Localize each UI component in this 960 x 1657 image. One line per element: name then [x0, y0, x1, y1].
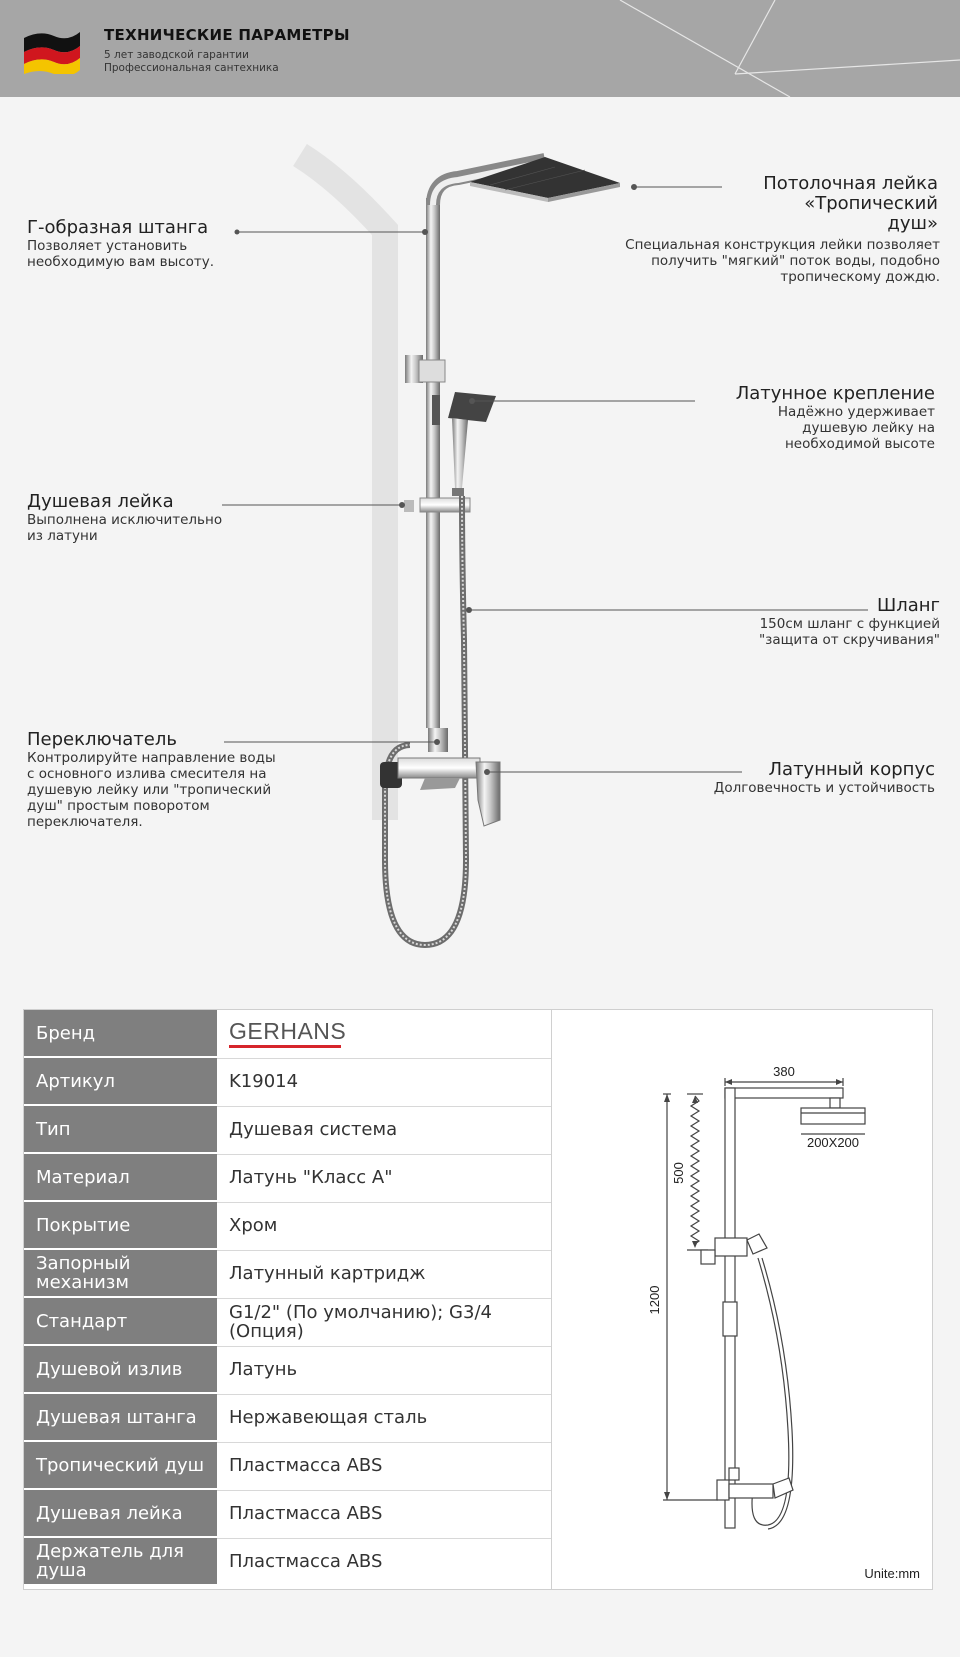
table-row — [24, 1490, 552, 1539]
callout-desc: Долговечность и устойчивость — [713, 780, 935, 796]
dim-500: 500 — [671, 1162, 686, 1184]
spec-value: Латунь — [229, 1359, 298, 1380]
callout-title: Душевая лейка — [27, 491, 174, 512]
callout-desc: Контролируйте направление воды с основного излива смесителя на душевую лейку или "тропический душ" простым поворотом переключателя. — [27, 750, 276, 830]
spec-label: Запорный механизм — [24, 1250, 217, 1297]
spec-value: G1/2" (По умолчанию); G3/4 (Опция) — [229, 1301, 492, 1342]
table-row — [24, 1154, 552, 1203]
warranty-text: 5 лет заводской гарантии — [104, 49, 249, 61]
spec-label: Бренд — [24, 1010, 217, 1057]
callout-title: Переключатель — [27, 729, 177, 750]
table-row — [24, 1010, 552, 1059]
dim-width: 380 — [773, 1064, 795, 1079]
table-row — [24, 1106, 552, 1155]
spec-table — [23, 1009, 933, 1590]
gerhans-logo: GERHANS — [229, 1018, 347, 1044]
dim-1200: 1200 — [647, 1285, 662, 1315]
spec-value: Пластмасса ABS — [229, 1455, 383, 1476]
unit-label: Unite:mm — [864, 1566, 920, 1581]
spec-label: Душевой излив — [24, 1346, 217, 1393]
page-title: ТЕХНИЧЕСКИЕ ПАРАМЕТРЫ — [104, 26, 350, 44]
callout-switch — [27, 730, 287, 830]
callout-desc: Позволяет установить необходимую вам высоту. — [27, 238, 215, 270]
spec-label: Держатель для душа — [24, 1538, 217, 1585]
callout-title: Г-образная штанга — [27, 217, 209, 238]
callout-desc: Надёжно удерживает душевую лейку на необходимой высоте — [777, 404, 935, 452]
vertical-bar — [426, 198, 440, 728]
callout-brass-mount — [690, 384, 935, 452]
callout-title: Потолочная лейка «Тропический душ» — [763, 173, 938, 234]
technical-drawing — [553, 1010, 931, 1589]
spec-label: Тип — [24, 1106, 217, 1153]
callout-rain-shower — [600, 174, 940, 285]
table-row — [24, 1538, 552, 1586]
spec-label: Тропический душ — [24, 1442, 217, 1489]
table-row — [24, 1298, 552, 1347]
table-row — [24, 1442, 552, 1491]
callout-title: Шланг — [876, 595, 940, 616]
spec-value: Пластмасса ABS — [229, 1503, 383, 1524]
callout-desc: Специальная конструкция лейки позволяет получить "мягкий" поток воды, подобно тропическому дождю. — [625, 237, 940, 285]
dim-head: 200X200 — [806, 1135, 860, 1150]
brand-logo — [229, 1010, 547, 1057]
mixer-body — [398, 758, 480, 778]
spec-label: Покрытие — [24, 1202, 217, 1249]
tagline-text: Профессиональная сантехника — [104, 62, 279, 74]
spec-label: Стандарт — [24, 1298, 217, 1345]
callout-hose — [740, 596, 940, 648]
callout-desc: Выполнена исключительно из латуни — [27, 512, 223, 544]
spec-label: Артикул — [24, 1058, 217, 1105]
rain-shower-head — [470, 157, 620, 198]
callout-title: Латунный корпус — [768, 759, 935, 780]
spec-label: Душевая штанга — [24, 1394, 217, 1441]
table-row — [24, 1346, 552, 1395]
spec-value: Латунь "Класс А" — [229, 1167, 393, 1188]
callout-brass-body — [690, 760, 935, 796]
hand-shower-head — [448, 392, 496, 422]
spec-value: Хром — [229, 1215, 278, 1236]
spec-value: Латунный картридж — [229, 1263, 426, 1284]
callout-title: Латунное крепление — [735, 383, 935, 404]
germany-flag-icon — [22, 28, 84, 74]
table-row — [24, 1394, 552, 1443]
callout-l-shaped-bar — [27, 218, 247, 270]
callout-hand-shower — [27, 492, 247, 544]
callout-desc: 150см шланг с функцией "защита от скручивания" — [758, 616, 940, 648]
spec-value: Душевая система — [229, 1119, 398, 1140]
spec-label: Материал — [24, 1154, 217, 1201]
spec-label: Душевая лейка — [24, 1490, 217, 1537]
table-row — [24, 1058, 552, 1107]
spec-value: Пластмасса ABS — [229, 1551, 383, 1572]
header-banner — [0, 0, 960, 97]
table-row — [24, 1250, 552, 1299]
spec-value: Нержавеющая сталь — [229, 1407, 428, 1428]
spec-value: K19014 — [229, 1071, 299, 1092]
table-row — [24, 1202, 552, 1251]
